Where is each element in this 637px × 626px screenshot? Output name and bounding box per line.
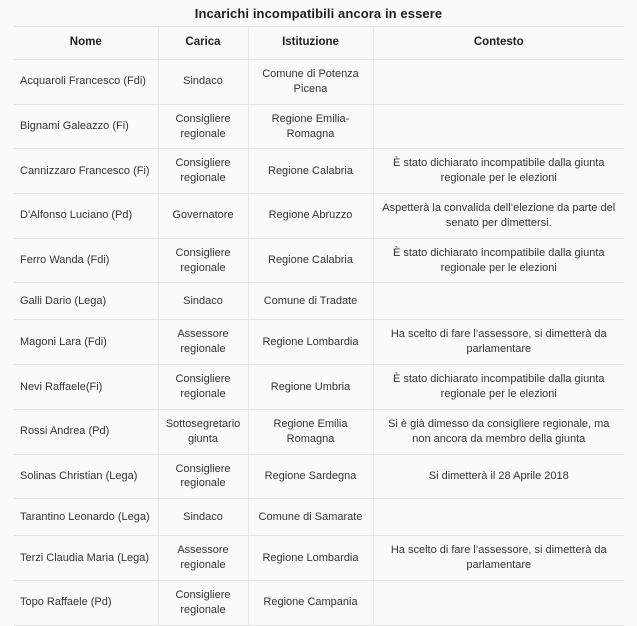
cell-contesto [373, 580, 624, 625]
cell-istituzione: Comune di Tradate [248, 283, 373, 320]
cell-istituzione: Regione Sardegna [248, 454, 373, 499]
cell-carica: Assessore regionale [158, 536, 248, 581]
cell-nome: Topo Raffaele (Pd) [14, 580, 158, 625]
table-row [14, 149, 624, 194]
cell-carica: Consigliere regionale [158, 149, 248, 194]
cell-istituzione: Regione Emilia Romagna [248, 409, 373, 454]
cell-contesto: È stato dichiarato incompatibile dalla giunta regionale per le elezioni [373, 365, 624, 410]
table-row [14, 238, 624, 283]
table-row [14, 365, 624, 410]
cell-nome: Rossi Andrea (Pd) [14, 409, 158, 454]
cell-istituzione: Regione Calabria [248, 238, 373, 283]
table-row [14, 60, 624, 105]
cell-contesto [373, 283, 624, 320]
cell-carica: Sindaco [158, 283, 248, 320]
cell-contesto: È stato dichiarato incompatibile dalla giunta regionale per le elezioni [373, 149, 624, 194]
cell-carica: Consigliere regionale [158, 365, 248, 410]
cell-carica: Sottosegretario giunta [158, 409, 248, 454]
table-row [14, 409, 624, 454]
table-container [14, 26, 624, 626]
cell-carica: Consigliere regionale [158, 238, 248, 283]
cell-contesto [373, 60, 624, 105]
cell-istituzione: Regione Abruzzo [248, 194, 373, 239]
cell-carica: Consigliere regionale [158, 580, 248, 625]
page-title: Incarichi incompatibili ancora in essere [194, 6, 443, 21]
incompatible-offices-table [14, 26, 624, 626]
cell-contesto: Aspetterà la convalida dell’elezione da parte del senato per dimettersi. [373, 194, 624, 239]
cell-istituzione: Regione Lombardia [248, 320, 373, 365]
cell-carica: Governatore [158, 194, 248, 239]
table-row [14, 499, 624, 536]
cell-nome: Ferro Wanda (Fdi) [14, 238, 158, 283]
cell-istituzione: Regione Umbria [248, 365, 373, 410]
cell-contesto: Si dimetterà il 28 Aprile 2018 [373, 454, 624, 499]
cell-nome: Galli Dario (Lega) [14, 283, 158, 320]
cell-nome: Magoni Lara (Fdi) [14, 320, 158, 365]
table-row [14, 104, 624, 149]
table-row [14, 320, 624, 365]
cell-contesto: È stato dichiarato incompatibile dalla giunta regionale per le elezioni [373, 238, 624, 283]
cell-nome: Cannizzaro Francesco (Fi) [14, 149, 158, 194]
cell-contesto: Ha scelto di fare l’assessore, si dimetterà da parlamentare [373, 320, 624, 365]
cell-contesto: Ha scelto di fare l’assessore, si dimetterà da parlamentare [373, 536, 624, 581]
cell-nome: Nevi Raffaele(Fi) [14, 365, 158, 410]
table-row [14, 283, 624, 320]
cell-istituzione: Regione Lombardia [248, 536, 373, 581]
cell-istituzione: Regione Calabria [248, 149, 373, 194]
cell-carica: Consigliere regionale [158, 104, 248, 149]
table-header-row [14, 27, 624, 60]
table-body [14, 60, 624, 626]
table-header [14, 27, 624, 60]
table-row [14, 454, 624, 499]
cell-contesto [373, 499, 624, 536]
table-row [14, 194, 624, 239]
cell-istituzione: Regione Campania [248, 580, 373, 625]
cell-carica: Assessore regionale [158, 320, 248, 365]
cell-contesto [373, 104, 624, 149]
table-row [14, 536, 624, 581]
cell-nome: Terzi Claudia Maria (Lega) [14, 536, 158, 581]
column-header-istituzione: Istituzione [248, 27, 373, 60]
cell-nome: Tarantino Leonardo (Lega) [14, 499, 158, 536]
column-header-carica: Carica [158, 27, 248, 60]
column-header-contesto: Contesto [373, 27, 624, 60]
cell-istituzione: Comune di Potenza Picena [248, 60, 373, 105]
cell-nome: Acquaroli Francesco (Fdi) [14, 60, 158, 105]
column-header-nome: Nome [14, 27, 158, 60]
table-row [14, 580, 624, 625]
cell-nome: D'Alfonso Luciano (Pd) [14, 194, 158, 239]
cell-carica: Sindaco [158, 60, 248, 105]
cell-carica: Sindaco [158, 499, 248, 536]
cell-carica: Consigliere regionale [158, 454, 248, 499]
cell-istituzione: Regione Emilia-Romagna [248, 104, 373, 149]
cell-contesto: Si è già dimesso da consigliere regionale, ma non ancora da membro della giunta [373, 409, 624, 454]
cell-nome: Solinas Christian (Lega) [14, 454, 158, 499]
cell-nome: Bignami Galeazzo (Fi) [14, 104, 158, 149]
cell-istituzione: Comune di Samarate [248, 499, 373, 536]
